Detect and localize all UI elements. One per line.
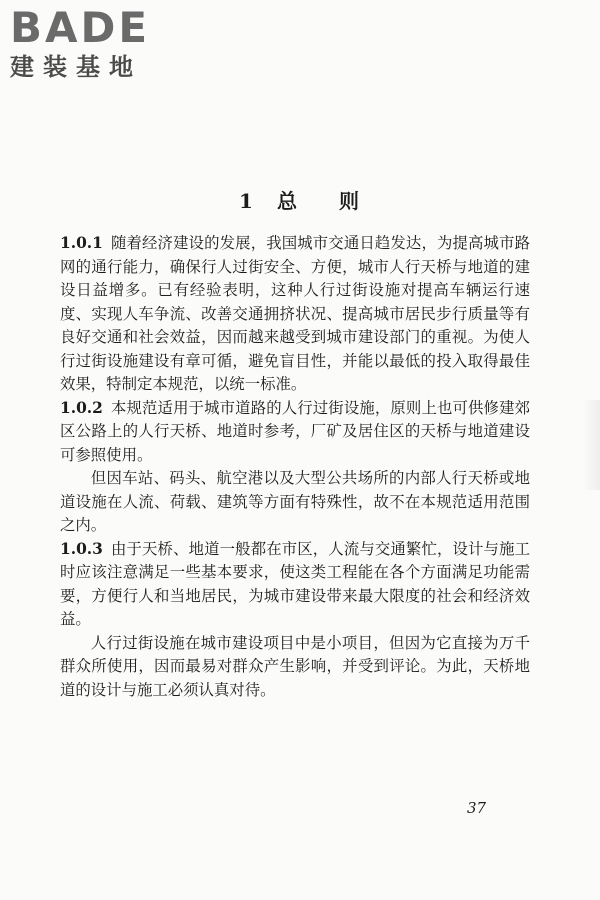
paragraph-text: 人行过街设施在城市建设项目中是小项目，但因为它直接为万千群众所使用，因而最易对群众产生影响，并受到评论。为此，天桥地道的设计与施工必须认真对待。	[60, 633, 530, 699]
paragraph	[60, 632, 530, 703]
paragraph-text: 随着经济建设的发展，我国城市交通日趋发达，为提高城市路网的通行能力，确保行人过街安全、方便，城市人行天桥与地道的建设日益增多。已有经验表明，这种人行过街设施对提高车辆运行速度、实现人车争流、改善交通拥挤状况、提高城市居民步行质量等有良好交通和社会效益，因而越来越受到城市建设部门的重视。为使人行过街设施建设有章可循，避免盲目性，并能以最低的投入取得最佳效果，特制定本规范，以统一标准。	[60, 234, 530, 393]
clause-number: 1.0.2	[60, 398, 103, 417]
clause-paragraph	[60, 397, 530, 468]
chapter-title	[0, 185, 600, 214]
chapter-number: 1	[239, 189, 255, 213]
page-number: 37	[467, 799, 487, 817]
clause-number: 1.0.3	[60, 539, 103, 558]
chapter-title-word-1: 总	[276, 189, 299, 213]
scan-shadow	[582, 400, 600, 490]
clause-paragraph	[60, 232, 530, 397]
paragraph-text: 但因车站、码头、航空港以及大型公共场所的内部人行天桥或地道设施在人流、荷载、建筑等方面有特殊性，故不在本规范适用范围之内。	[60, 469, 530, 534]
body-text	[60, 232, 530, 702]
paragraph-text: 由于天桥、地道一般都在市区，人流与交通繁忙，设计与施工时应该注意满足一些基本要求，使这类工程能在各个方面满足功能需要，方便行人和当地居民，为城市建设带来最大限度的社会和经济效益。	[60, 539, 530, 628]
chapter-title-word-2: 则	[338, 189, 361, 213]
clause-number: 1.0.1	[60, 234, 103, 252]
logo-wordmark: BADE	[10, 3, 151, 52]
logo-subtitle: 建装基地	[10, 53, 142, 81]
clause-paragraph	[60, 538, 530, 632]
bade-logo	[10, 3, 180, 82]
paragraph-text: 本规范适用于城市道路的人行过街设施，原则上也可供修建郊区公路上的人行天桥、地道时参考，厂矿及居住区的天桥与地道建设可参照使用。	[60, 398, 530, 464]
paragraph	[60, 467, 530, 538]
